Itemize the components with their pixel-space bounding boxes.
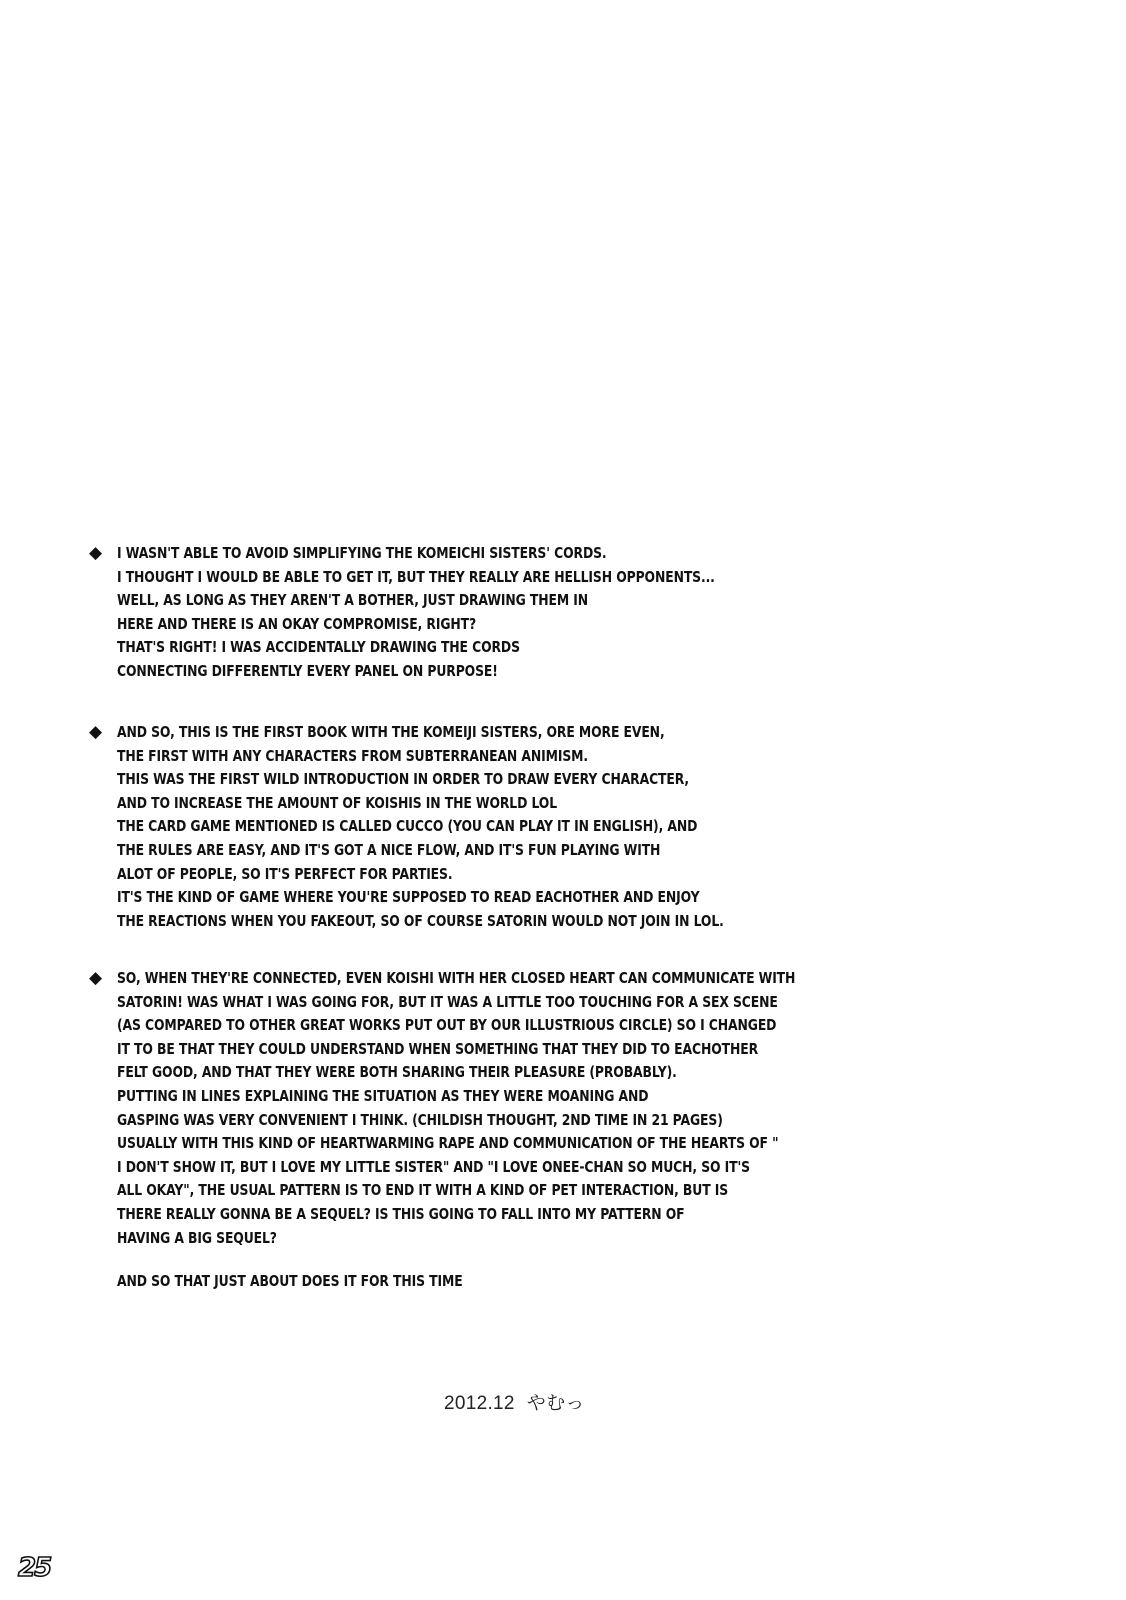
note-line: SATORIN! WAS WHAT I WAS GOING FOR, BUT IT WAS A LITTLE TOO TOUCHING FOR A SEX SCENE: [117, 992, 778, 1011]
note-line: CONNECTING DIFFERENTLY EVERY PANEL ON PURPOSE!: [117, 661, 498, 680]
signature-name: やむっ: [526, 1393, 585, 1414]
note-paragraph-2: [89, 721, 1077, 933]
note-paragraph-3: [89, 967, 1077, 1250]
signature: [444, 1392, 585, 1416]
note-line: AND TO INCREASE THE AMOUNT OF KOISHIS IN THE WORLD LOL: [117, 793, 557, 812]
note-line: IT TO BE THAT THEY COULD UNDERSTAND WHEN SOMETHING THAT THEY DID TO EACHOTHER: [117, 1039, 758, 1058]
note-paragraph-1: [89, 542, 1077, 684]
note-line: AND SO, THIS IS THE FIRST BOOK WITH THE KOMEIJI SISTERS, ORE MORE EVEN,: [117, 723, 665, 741]
note-line: I DON'T SHOW IT, BUT I LOVE MY LITTLE SISTER" AND "I LOVE ONEE-CHAN SO MUCH, SO IT'S: [117, 1157, 750, 1176]
diamond-bullet-icon: ◆: [89, 968, 103, 988]
note-line: HERE AND THERE IS AN OKAY COMPROMISE, RIGHT?: [117, 614, 477, 633]
diamond-bullet-icon: ◆: [89, 722, 103, 742]
signature-date: 2012.12: [444, 1393, 515, 1414]
note-line: IT'S THE KIND OF GAME WHERE YOU'RE SUPPOSED TO READ EACHOTHER AND ENJOY: [117, 888, 700, 907]
note-line: THE RULES ARE EASY, AND IT'S GOT A NICE FLOW, AND IT'S FUN PLAYING WITH: [117, 840, 661, 859]
closing-paragraph: [117, 1270, 1077, 1294]
closing-line: AND SO THAT JUST ABOUT DOES IT FOR THIS TIME: [117, 1272, 463, 1290]
note-line: SO, WHEN THEY'RE CONNECTED, EVEN KOISHI WITH HER CLOSED HEART CAN COMMUNICATE WITH: [117, 969, 796, 987]
note-line: THE CARD GAME MENTIONED IS CALLED CUCCO (YOU CAN PLAY IT IN ENGLISH), AND: [117, 817, 698, 836]
note-line: THERE REALLY GONNA BE A SEQUEL? IS THIS GOING TO FALL INTO MY PATTERN OF: [117, 1204, 685, 1223]
page-number: 25: [18, 1553, 51, 1583]
note-line: THE REACTIONS WHEN YOU FAKEOUT, SO OF COURSE SATORIN WOULD NOT JOIN IN LOL.: [117, 911, 724, 930]
diamond-bullet-icon: ◆: [89, 543, 103, 563]
note-line: FELT GOOD, AND THAT THEY WERE BOTH SHARING THEIR PLEASURE (PROBABLY).: [117, 1063, 677, 1082]
note-line: I THOUGHT I WOULD BE ABLE TO GET IT, BUT THEY REALLY ARE HELLISH OPPONENTS...: [117, 567, 715, 586]
note-line: ALL OKAY", THE USUAL PATTERN IS TO END IT WITH A KIND OF PET INTERACTION, BUT IS: [117, 1181, 729, 1200]
note-line: GASPING WAS VERY CONVENIENT I THINK. (CHILDISH THOUGHT, 2ND TIME IN 21 PAGES): [117, 1110, 723, 1129]
note-line: THAT'S RIGHT! I WAS ACCIDENTALLY DRAWING THE CORDS: [117, 638, 520, 657]
note-line: ALOT OF PEOPLE, SO IT'S PERFECT FOR PARTIES.: [117, 864, 453, 883]
note-line: (AS COMPARED TO OTHER GREAT WORKS PUT OUT BY OUR ILLUSTRIOUS CIRCLE) SO I CHANGED: [117, 1016, 777, 1035]
note-line: PUTTING IN LINES EXPLAINING THE SITUATION AS THEY WERE MOANING AND: [117, 1086, 649, 1105]
note-line: HAVING A BIG SEQUEL?: [117, 1228, 277, 1247]
note-line: I WASN'T ABLE TO AVOID SIMPLIFYING THE KOMEICHI SISTERS' CORDS.: [117, 544, 607, 562]
note-line: USUALLY WITH THIS KIND OF HEARTWARMING RAPE AND COMMUNICATION OF THE HEARTS OF ": [117, 1134, 779, 1153]
note-line: WELL, AS LONG AS THEY AREN'T A BOTHER, JUST DRAWING THEM IN: [117, 591, 589, 610]
note-line: THE FIRST WITH ANY CHARACTERS FROM SUBTERRANEAN ANIMISM.: [117, 746, 588, 765]
note-line: THIS WAS THE FIRST WILD INTRODUCTION IN ORDER TO DRAW EVERY CHARACTER,: [117, 770, 689, 789]
